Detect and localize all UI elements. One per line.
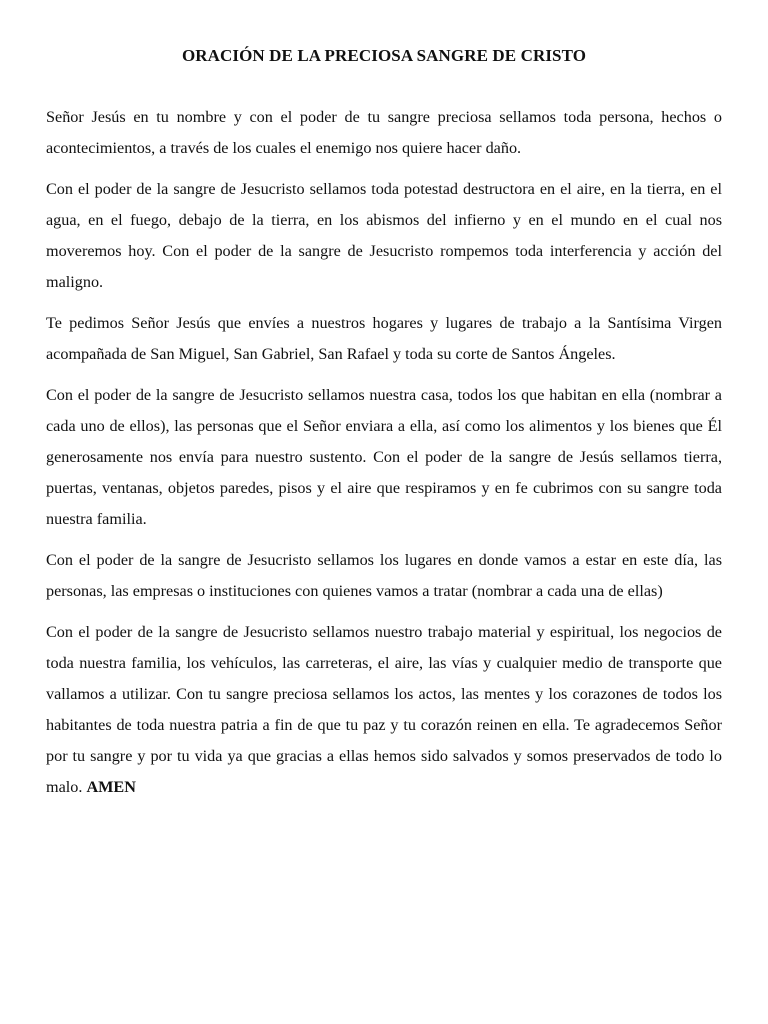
paragraph-2: Con el poder de la sangre de Jesucristo sellamos toda potestad destructora en el aire, en la tierra, en el agua, en el fuego, debajo de la tierra, en los abismos del infierno y en el mundo en el cual nos moveremos hoy. Con el poder de la sangre de Jesucristo rompemos toda interferencia y acción del maligno. (46, 180, 722, 291)
document-title: ORACIÓN DE LA PRECIOSA SANGRE DE CRISTO (181, 46, 587, 65)
paragraph-1: Señor Jesús en tu nombre y con el poder de tu sangre preciosa sellamos toda persona, hechos o acontecimientos, a través de los cuales el enemigo nos quiere hacer daño. (46, 108, 722, 157)
paragraph-6-text: Con el poder de la sangre de Jesucristo sellamos nuestro trabajo material y espiritual, los negocios de toda nuestra familia, los vehículos, las carreteras, el aire, las vías y cualquier medio de transporte que vallamos a utilizar. Con tu sangre preciosa sellamos los actos, las mentes y los corazones de todos los habitantes de toda nuestra patria a fin de que tu paz y tu corazón reinen en ella. Te agradecemos Señor por tu sangre y por tu vida ya que gracias a ellas hemos sido salvados y somos preservados de todo lo malo. (46, 623, 722, 796)
paragraph-5: Con el poder de la sangre de Jesucristo sellamos los lugares en donde vamos a estar en este día, las personas, las empresas o instituciones con quienes vamos a tratar (nombrar a cada una de ellas) (46, 551, 722, 600)
paragraph-3: Te pedimos Señor Jesús que envíes a nuestros hogares y lugares de trabajo a la Santísima Virgen acompañada de San Miguel, San Gabriel, San Rafael y toda su corte de Santos Ángeles. (46, 314, 722, 363)
paragraph-6 (46, 617, 722, 803)
paragraph-4: Con el poder de la sangre de Jesucristo sellamos nuestra casa, todos los que habitan en ella (nombrar a cada uno de ellos), las personas que el Señor enviara a ella, así como los alimentos y los bienes que Él generosamente nos envía para nuestro sustento. Con el poder de la sangre de Jesús sellamos tierra, puertas, ventanas, objetos paredes, pisos y el aire que respiramos y en fe cubrimos con su sangre toda nuestra familia. (46, 386, 722, 528)
closing-amen: AMEN (86, 778, 136, 796)
